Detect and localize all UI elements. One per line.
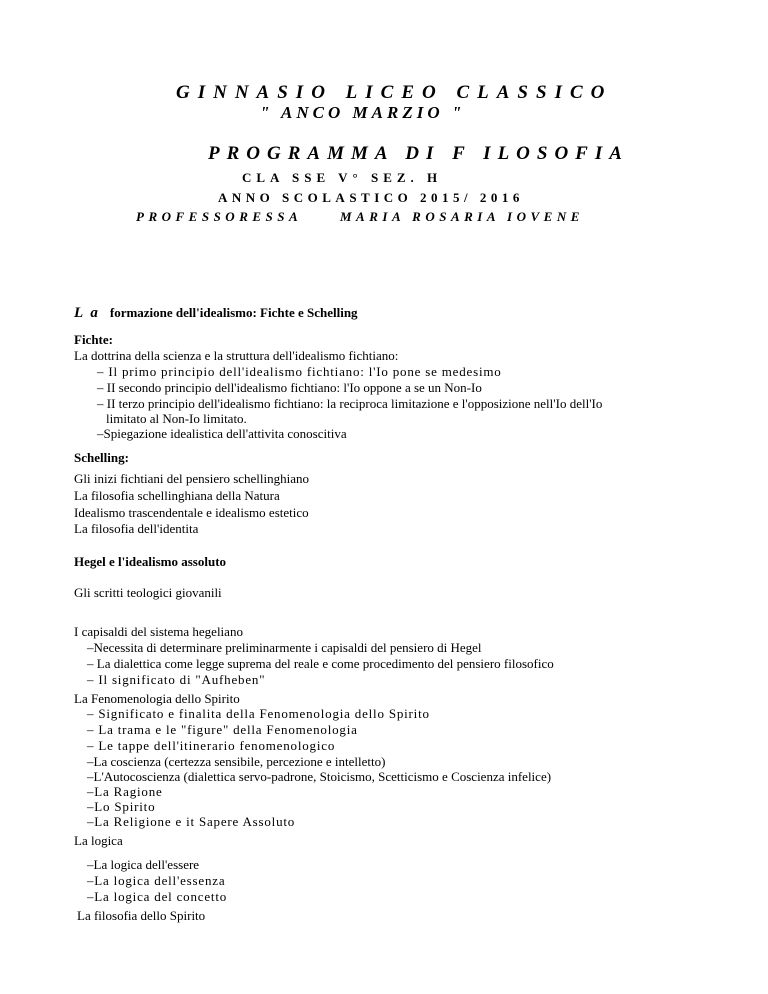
- fenomenologia-heading: La Fenomenologia dello Spirito: [74, 691, 240, 706]
- teacher-label: PROFESSORESSA: [136, 209, 303, 224]
- list-item: – Il primo principio dell'idealismo fichtiano: l'Io pone se medesimo: [97, 364, 502, 379]
- list-item: –L'Autocoscienza (dialettica servo-padrone, Stoicismo, Scetticismo e Coscienza infelice): [87, 769, 552, 784]
- list-item: – II terzo principio dell'idealismo fichtiano: la reciproca limitazione e l'opposizione nell'Io dell'Io: [97, 396, 603, 411]
- program-title: PROGRAMMA DI F ILOSOFIA: [208, 143, 629, 164]
- list-item: –La Ragione: [87, 784, 163, 799]
- writings-line: Gli scritti teologici giovanili: [74, 585, 222, 600]
- section-title: [74, 304, 358, 322]
- list-item: –La Religione e it Sapere Assoluto: [87, 814, 296, 829]
- list-item: –Spiegazione idealistica dell'attivita conoscitiva: [97, 426, 347, 441]
- school-name: " ANCO MARZIO ": [260, 103, 466, 122]
- list-item: La filosofia dell'identita: [74, 521, 199, 536]
- list-item: Idealismo trascendentale e idealismo estetico: [74, 505, 309, 520]
- capisaldi-heading: I capisaldi del sistema hegeliano: [74, 624, 243, 639]
- list-item: – La dialettica come legge suprema del reale e come procedimento del pensiero filosofico: [87, 656, 554, 671]
- hegel-heading: Hegel e l'idealismo assoluto: [74, 554, 227, 569]
- list-item: – Il significato di "Aufheben": [87, 672, 266, 687]
- list-item: –Necessita di determinare preliminarmente i capisaldi del pensiero di Hegel: [87, 640, 482, 655]
- list-item: La filosofia schellinghiana della Natura: [74, 488, 280, 503]
- list-item: limitato al Non-Io limitato.: [106, 411, 247, 426]
- logica-heading: La logica: [74, 833, 123, 848]
- teacher-name: MARIA ROSARIA IOVENE: [340, 209, 584, 224]
- class-label: CLA SSE V° SEZ. H: [242, 170, 443, 185]
- list-item: –La logica dell'essere: [87, 857, 200, 872]
- list-item: –Lo Spirito: [87, 799, 156, 814]
- list-item: – La trama e le "figure" della Fenomenologia: [87, 722, 358, 737]
- school-title: GINNASIO LICEO CLASSICO: [176, 82, 613, 103]
- spirito-heading: La filosofia dello Spirito: [77, 908, 206, 923]
- fichte-intro: La dottrina della scienza e la struttura dell'idealismo fichtiano:: [74, 348, 399, 363]
- section-title-prefix: L a: [74, 305, 100, 321]
- list-item: –La coscienza (certezza sensibile, percezione e intelletto): [87, 754, 386, 769]
- list-item: –La logica del concetto: [87, 889, 228, 904]
- list-item: –La logica dell'essenza: [87, 873, 226, 888]
- list-item: – Significato e finalita della Fenomenologia dello Spirito: [87, 706, 430, 721]
- list-item: Gli inizi fichtiani del pensiero schellinghiano: [74, 471, 310, 486]
- list-item: – Le tappe dell'itinerario fenomenologico: [87, 738, 336, 753]
- fichte-heading: Fichte:: [74, 332, 113, 347]
- section-title-text: formazione dell'idealismo: Fichte e Schelling: [109, 305, 358, 320]
- school-year: ANNO SCOLASTICO 2015/ 2016: [218, 190, 524, 205]
- list-item: – II secondo principio dell'idealismo fichtiano: l'Io oppone a se un Non-Io: [97, 380, 482, 395]
- schelling-heading: Schelling:: [74, 450, 129, 465]
